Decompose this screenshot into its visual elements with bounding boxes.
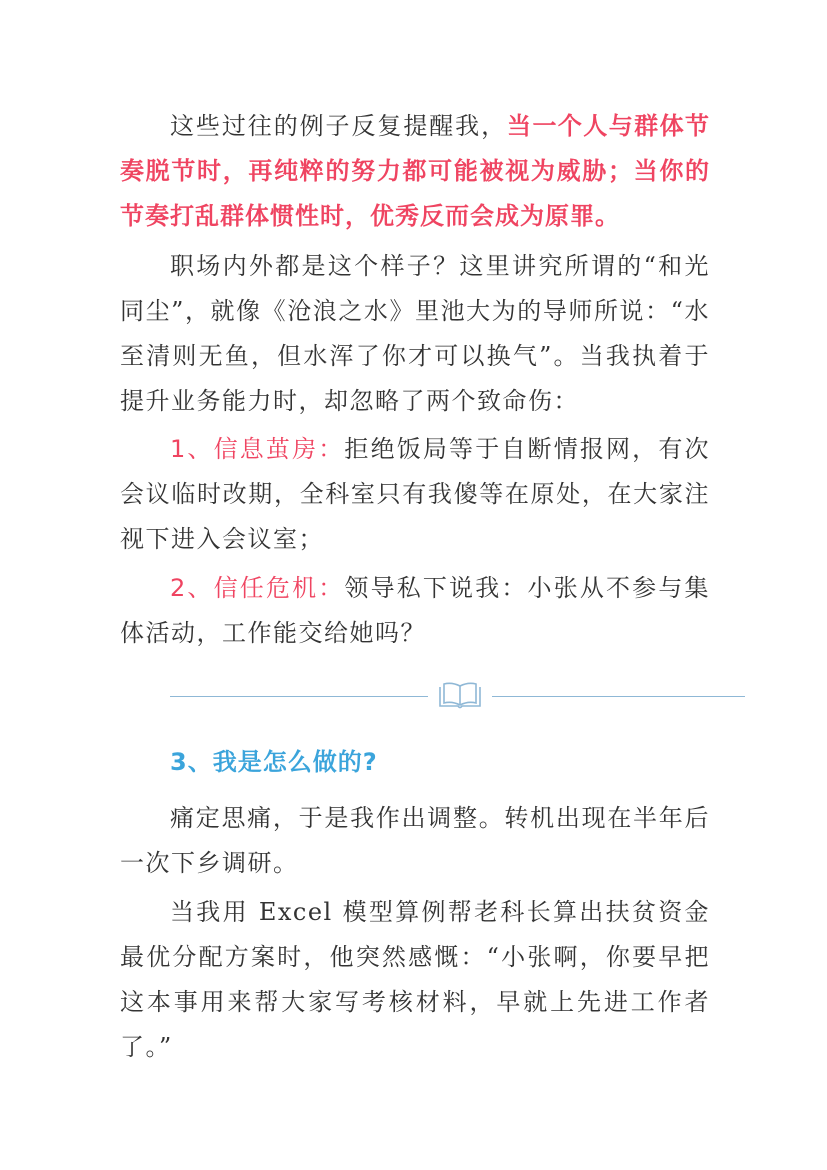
paragraph-workplace: 职场内外都是这个样子？这里讲究所谓的“和光同尘”，就像《沧浪之水》里池大为的导师所说：“水至清则无鱼，但水浑了你才可以换气”。当我执着于提升业务能力时，却忽略了两个致命伤： [120, 252, 710, 415]
item-label: 1、信息茧房： [170, 435, 345, 463]
item-text: 领导私下说我：小张从不参与集体活动，工作能交给她吗？ [120, 574, 710, 647]
divider-line-left [170, 696, 428, 697]
list-item-trust-crisis [120, 566, 710, 656]
item-text: 拒绝饭局等于自断情报网，有次会议临时改期，全科室只有我傻等在原处，在大家注视下进入会议室； [120, 435, 710, 553]
item-label: 2、信任危机： [170, 574, 345, 602]
paragraph-intro [120, 104, 710, 239]
section-heading: 3、我是怎么做的? [170, 748, 378, 776]
highlight-quote: 当一个人与群体节奏脱节时，再纯粹的努力都可能被视为威胁；当你的节奏打乱群体惯性时，优秀反而会成为原罪。 [120, 112, 711, 230]
divider-line-right [492, 696, 745, 697]
paragraph-excel-story: 当我用 Excel 模型算例帮老科长算出扶贫资金最优分配方案时，他突然感慨：“小张啊，你要早把这本事用来帮大家写考核材料，早就上先进工作者了。” [120, 898, 710, 1061]
list-item-info-cocoon [120, 427, 710, 562]
section-divider [170, 682, 745, 712]
paragraph-adjustment: 痛定思痛，于是我作出调整。转机出现在半年后一次下乡调研。 [120, 804, 710, 877]
intro-text: 这些过往的例子反复提醒我， [170, 112, 508, 140]
open-book-icon [436, 682, 484, 712]
